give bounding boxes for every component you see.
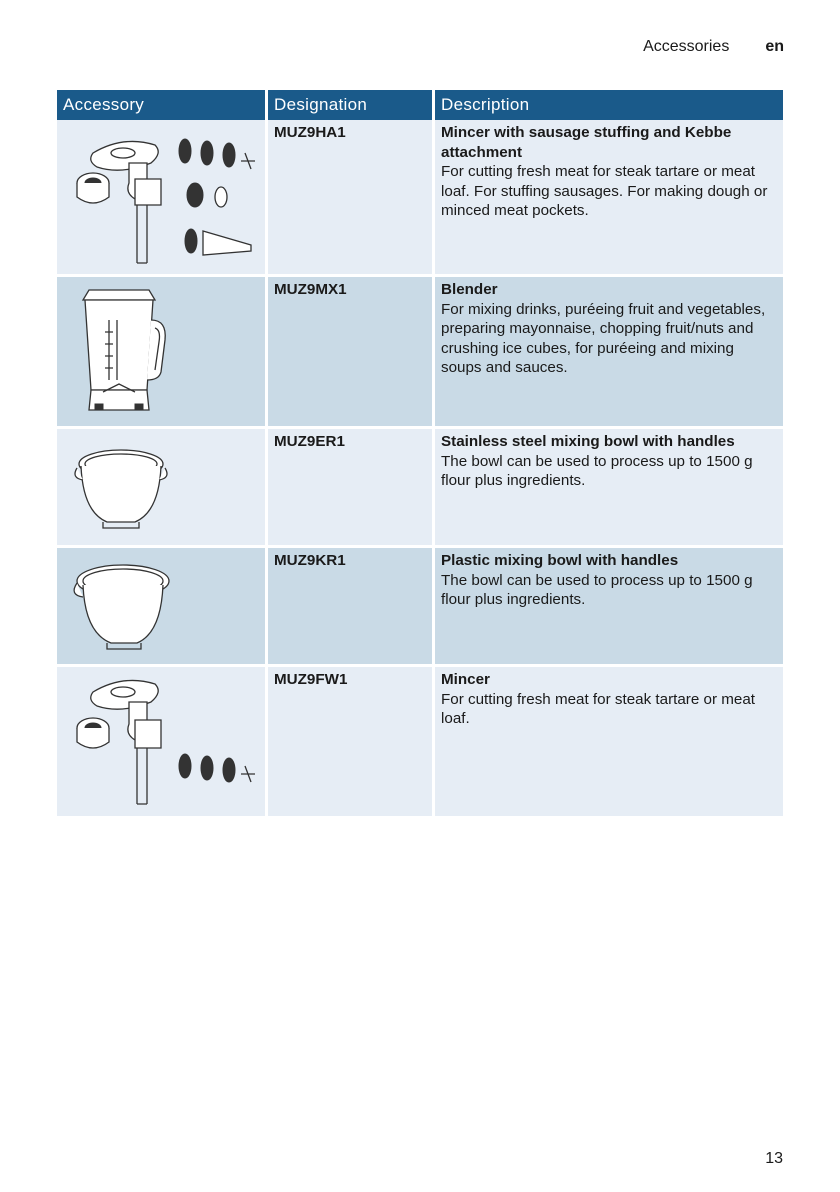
accessory-image bbox=[57, 277, 268, 429]
description-title: Stainless steel mixing bowl with handles bbox=[441, 433, 735, 450]
column-header-description: Description bbox=[435, 90, 783, 120]
designation-cell: MUZ9HA1 bbox=[268, 120, 435, 277]
description-body: For cutting fresh meat for steak tartare or meat loaf. For stuffing sausages. For making dough or minced meat pockets. bbox=[441, 163, 768, 219]
description-cell bbox=[435, 548, 783, 667]
table-header-row bbox=[57, 90, 783, 120]
table-row bbox=[57, 120, 783, 277]
description-title: Blender bbox=[441, 281, 498, 298]
mincer-icon bbox=[63, 670, 259, 810]
table-row bbox=[57, 667, 783, 819]
description-cell bbox=[435, 120, 783, 277]
accessories-table bbox=[57, 90, 783, 819]
description-body: The bowl can be used to process up to 1500 g flour plus ingredients. bbox=[441, 452, 753, 489]
description-title: Mincer bbox=[441, 671, 490, 688]
mincer-with-attachments-icon bbox=[63, 123, 259, 268]
accessory-image bbox=[57, 429, 268, 548]
plastic-bowl-icon bbox=[63, 551, 259, 658]
column-header-accessory: Accessory bbox=[57, 90, 268, 120]
steel-bowl-icon bbox=[63, 432, 259, 539]
table-row bbox=[57, 277, 783, 429]
blender-jug-icon bbox=[63, 280, 259, 420]
table-row bbox=[57, 429, 783, 548]
description-body: The bowl can be used to process up to 1500 g flour plus ingredients. bbox=[441, 571, 753, 608]
section-title: Accessories bbox=[643, 38, 730, 55]
designation-cell: MUZ9MX1 bbox=[268, 277, 435, 429]
column-header-designation: Designation bbox=[268, 90, 435, 120]
language-code: en bbox=[765, 38, 784, 55]
description-cell bbox=[435, 277, 783, 429]
designation-cell: MUZ9KR1 bbox=[268, 548, 435, 667]
accessory-image bbox=[57, 667, 268, 819]
accessory-image bbox=[57, 548, 268, 667]
description-body: For cutting fresh meat for steak tartare or meat loaf. bbox=[441, 690, 755, 727]
description-body: For mixing drinks, puréeing fruit and vegetables, preparing mayonnaise, chopping fruit/nuts and crushing ice cubes, for puréeing and mixing soups and sauces. bbox=[441, 300, 766, 376]
description-cell bbox=[435, 667, 783, 819]
description-title: Plastic mixing bowl with handles bbox=[441, 552, 679, 569]
description-title: Mincer with sausage stuffing and Kebbe attachment bbox=[441, 124, 732, 161]
running-head bbox=[643, 38, 784, 56]
page-number: 13 bbox=[765, 1150, 783, 1167]
table-row bbox=[57, 548, 783, 667]
description-cell bbox=[435, 429, 783, 548]
accessory-image bbox=[57, 120, 268, 277]
designation-cell: MUZ9FW1 bbox=[268, 667, 435, 819]
designation-cell: MUZ9ER1 bbox=[268, 429, 435, 548]
